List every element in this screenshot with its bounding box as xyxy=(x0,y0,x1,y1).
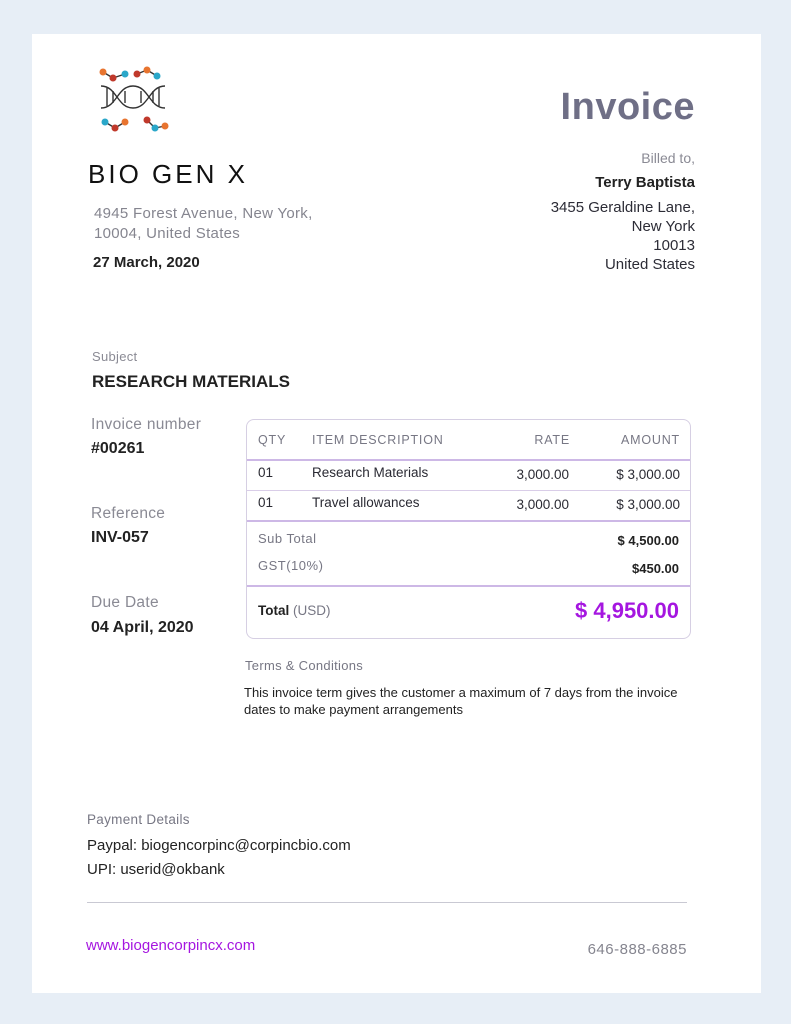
payment-details-label: Payment Details xyxy=(87,812,190,827)
upi-line: UPI: userid@okbank xyxy=(87,861,225,878)
subtotal-value: $ 4,500.00 xyxy=(617,533,679,548)
qty-header: QTY xyxy=(258,433,287,447)
subject-value: RESEARCH MATERIALS xyxy=(92,372,291,391)
invoice-title: Invoice xyxy=(560,86,695,128)
customer-address-line: United States xyxy=(604,256,695,273)
reference-value: INV-057 xyxy=(91,529,149,546)
invoice-number-value: #00261 xyxy=(91,440,145,457)
invoice-date: 27 March, 2020 xyxy=(93,254,200,271)
paypal-line: Paypal: biogencorpinc@corpincbio.com xyxy=(87,837,351,854)
due-date-value: 04 April, 2020 xyxy=(91,619,194,636)
customer-address xyxy=(551,198,695,274)
total-label xyxy=(258,603,331,618)
row-qty: 01 xyxy=(258,495,274,510)
row-amount: $ 3,000.00 xyxy=(616,497,680,512)
row-qty: 01 xyxy=(258,465,274,480)
billed-to-label: Billed to, xyxy=(641,150,695,166)
subtotal-label: Sub Total xyxy=(258,531,317,546)
total-currency: (USD) xyxy=(293,603,331,618)
invoice-number-label: Invoice number xyxy=(91,416,202,433)
customer-address-line: New York xyxy=(631,218,695,235)
company-address-line1: 4945 Forest Avenue, New York, xyxy=(94,205,313,222)
terms-text: This invoice term gives the customer a maximum of 7 days from the invoice dates to make payment arrangements xyxy=(244,685,678,717)
gst-label: GST(10%) xyxy=(258,558,324,573)
company-address-line2: 10004, United States xyxy=(94,225,241,242)
company-name: BIO GEN X xyxy=(88,159,248,189)
rate-header: RATE xyxy=(534,433,570,447)
gst-value: $450.00 xyxy=(632,561,679,576)
description-header: ITEM DESCRIPTION xyxy=(312,433,444,447)
items-divider xyxy=(247,520,690,522)
row-amount: $ 3,000.00 xyxy=(616,467,680,482)
dna-logo-icon xyxy=(95,64,169,138)
total-divider xyxy=(247,585,690,587)
row-description: Travel allowances xyxy=(312,495,420,510)
amount-header: AMOUNT xyxy=(621,433,680,447)
invoice-items-table xyxy=(246,419,691,639)
footer-divider xyxy=(87,902,687,903)
row-description: Research Materials xyxy=(312,465,429,480)
invoice-page xyxy=(32,34,761,993)
header-divider xyxy=(247,459,690,461)
total-value: $ 4,950.00 xyxy=(575,598,679,623)
phone-number: 646-888-6885 xyxy=(587,941,687,958)
due-date-label: Due Date xyxy=(91,594,159,611)
subject-label: Subject xyxy=(92,349,138,364)
customer-address-line: 10013 xyxy=(653,237,695,254)
customer-address-line: 3455 Geraldine Lane, xyxy=(550,199,695,216)
customer-name: Terry Baptista xyxy=(595,174,695,191)
row-rate: 3,000.00 xyxy=(516,497,569,512)
website-link[interactable]: www.biogencorpincx.com xyxy=(86,937,256,954)
terms-label: Terms & Conditions xyxy=(245,658,364,673)
row-rate: 3,000.00 xyxy=(516,467,569,482)
total-label-text: Total xyxy=(258,603,290,618)
reference-label: Reference xyxy=(91,505,166,522)
row-divider xyxy=(247,490,690,491)
company-address xyxy=(94,204,354,244)
